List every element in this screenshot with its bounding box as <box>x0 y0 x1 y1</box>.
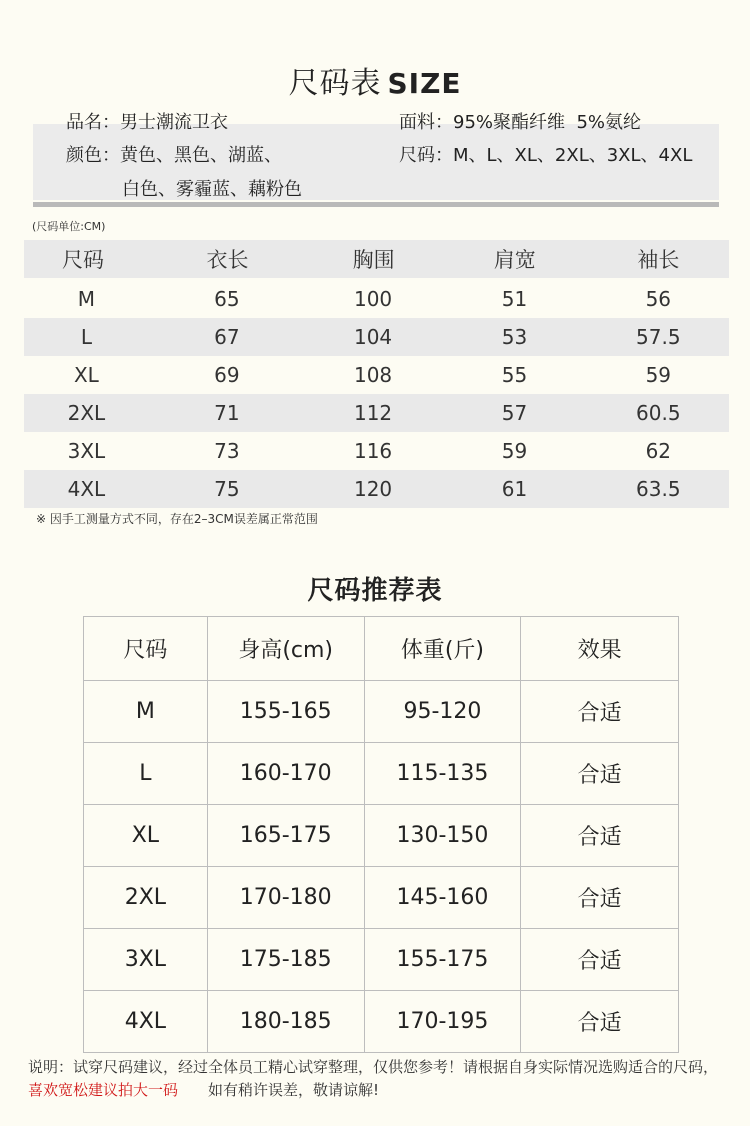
header-size: 尺码 <box>62 248 104 272</box>
rec-cell: 155-165 <box>207 681 364 743</box>
size-cell: 3XL <box>67 439 106 463</box>
rec-cell: L <box>84 743 208 805</box>
rec-cell: 合适 <box>521 867 679 929</box>
size-row <box>24 280 729 318</box>
size-cell: M <box>77 287 96 311</box>
rec-header-row <box>84 617 679 681</box>
color-label: 颜色： <box>66 145 120 166</box>
rec-header-size: 尺码 <box>84 617 208 681</box>
rec-cell: 2XL <box>84 867 208 929</box>
size-row <box>24 318 729 356</box>
rec-cell: 4XL <box>84 991 208 1053</box>
size-cell: 2XL <box>67 401 106 425</box>
size-cell: 63.5 <box>636 477 681 501</box>
rec-cell: 155-175 <box>364 929 521 991</box>
size-cell: 4XL <box>67 477 106 501</box>
title-en: SIZE <box>387 67 462 100</box>
color-line1: 黄色、黑色、湖蓝、 <box>120 145 282 166</box>
size-cell: 59 <box>645 363 672 387</box>
size-cell: 59 <box>501 439 528 463</box>
size-cell: 55 <box>501 363 528 387</box>
size-cell: 120 <box>353 477 393 501</box>
rec-title: 尺码推荐表 <box>307 576 443 606</box>
footer-part1: 说明：试穿尺码建议，经过全体员工精心试穿整理，仅供您参考！请根据自身实际情况选购适合的尺码， <box>28 1058 719 1076</box>
rec-cell: 180-185 <box>207 991 364 1053</box>
size-cell: 75 <box>214 477 240 501</box>
size-row <box>24 356 729 394</box>
size-row <box>24 470 729 508</box>
size-row <box>24 394 729 432</box>
fabric <box>399 108 641 134</box>
rec-header-effect: 效果 <box>521 617 679 681</box>
rec-cell: 3XL <box>84 929 208 991</box>
page-title <box>0 58 750 102</box>
header-length: 衣长 <box>206 248 249 272</box>
sizes <box>399 141 692 167</box>
rec-cell: XL <box>84 805 208 867</box>
size-cell: 57 <box>501 401 528 425</box>
size-cell: 53 <box>501 325 528 349</box>
info-divider <box>33 202 719 207</box>
size-cell: 100 <box>353 287 393 311</box>
rec-header-weight: 体重(斤) <box>364 617 521 681</box>
footer-note <box>28 1056 728 1102</box>
fabric-label: 面料： <box>399 112 453 133</box>
colors-line2: 白色、雾霾蓝、藕粉色 <box>122 179 302 200</box>
rec-cell: 合适 <box>521 991 679 1053</box>
size-cell: 61 <box>501 477 528 501</box>
rec-cell: 合适 <box>521 743 679 805</box>
header-shoulder: 肩宽 <box>493 248 536 272</box>
rec-cell: 合适 <box>521 681 679 743</box>
size-cell: 71 <box>214 401 240 425</box>
rec-cell: 170-195 <box>364 991 521 1053</box>
rec-cell: 合适 <box>521 805 679 867</box>
header-sleeve: 袖长 <box>637 248 680 272</box>
rec-cell: 145-160 <box>364 867 521 929</box>
fabric-value: 95%聚酯纤维 5%氨纶 <box>453 112 642 133</box>
rec-cell: 115-135 <box>364 743 521 805</box>
footer-highlight: 喜欢宽松建议拍大一码 <box>28 1081 179 1099</box>
size-cell: 65 <box>214 287 240 311</box>
size-cell: 108 <box>353 363 393 387</box>
size-cell: L <box>80 325 92 349</box>
size-cell: 69 <box>214 363 240 387</box>
product-name <box>66 108 228 134</box>
size-cell: 73 <box>214 439 240 463</box>
size-cell: 104 <box>353 325 393 349</box>
rec-cell: 130-150 <box>364 805 521 867</box>
size-cell: 116 <box>353 439 393 463</box>
rec-header-height: 身高(cm) <box>207 617 364 681</box>
title-text: 尺码表 <box>288 66 382 101</box>
unit-note: (尺码单位:CM) <box>32 220 106 233</box>
size-cell: 57.5 <box>636 325 681 349</box>
size-cell: XL <box>73 363 99 387</box>
size-cell: 112 <box>353 401 393 425</box>
rec-row <box>84 991 679 1053</box>
rec-cell: 95-120 <box>364 681 521 743</box>
colors <box>66 141 282 167</box>
product-name-value: 男士潮流卫衣 <box>120 112 228 133</box>
size-cell: 51 <box>501 287 528 311</box>
rec-table <box>83 616 679 1053</box>
rec-cell: M <box>84 681 208 743</box>
size-cell: 67 <box>214 325 240 349</box>
rec-cell: 165-175 <box>207 805 364 867</box>
rec-row <box>84 681 679 743</box>
rec-cell: 170-180 <box>207 867 364 929</box>
footer-part2: 如有稍许误差，敬请谅解! <box>208 1081 380 1099</box>
rec-row <box>84 743 679 805</box>
rec-cell: 合适 <box>521 929 679 991</box>
size-cell: 56 <box>645 287 672 311</box>
size-table-header <box>24 240 729 278</box>
rec-cell: 175-185 <box>207 929 364 991</box>
product-name-label: 品名： <box>66 112 120 133</box>
size-cell: 60.5 <box>636 401 681 425</box>
rec-row <box>84 929 679 991</box>
header-chest: 胸围 <box>352 248 395 272</box>
size-row <box>24 432 729 470</box>
size-value: M、L、XL、2XL、3XL、4XL <box>453 145 693 166</box>
size-label: 尺码： <box>399 145 453 166</box>
rec-cell: 160-170 <box>207 743 364 805</box>
rec-row <box>84 805 679 867</box>
measure-note: ※ 因手工测量方式不同，存在2–3CM误差属正常范围 <box>36 512 318 526</box>
rec-row <box>84 867 679 929</box>
size-cell: 62 <box>645 439 672 463</box>
